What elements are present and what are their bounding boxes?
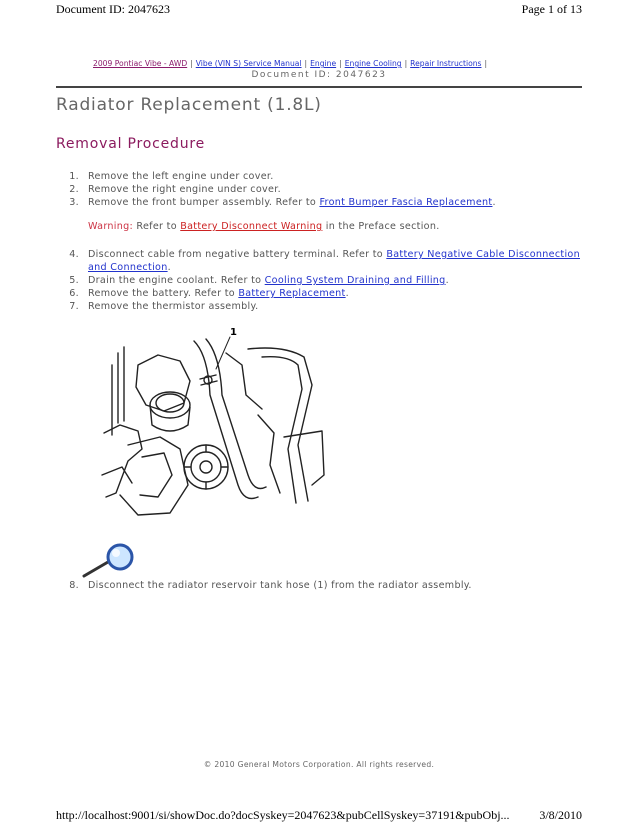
step-list-bottom	[64, 579, 584, 592]
breadcrumb	[93, 59, 490, 68]
engine-diagram	[98, 325, 330, 520]
step-item: 6. Remove the battery. Refer to Battery Replacement.	[69, 288, 349, 299]
breadcrumb-separator: |	[484, 59, 488, 68]
warning-label: Warning:	[88, 221, 134, 232]
step-item: 4. Disconnect cable from negative battery terminal. Refer to Battery Negative Cable Disconnection and Connection.	[69, 249, 580, 273]
link-front-bumper-fascia-replacement[interactable]: Front Bumper Fascia Replacement	[319, 197, 493, 208]
document-id: Document ID: 2047623	[251, 70, 387, 80]
link-battery-replacement[interactable]: Battery Replacement	[238, 288, 346, 299]
breadcrumb-link-manual[interactable]: Vibe (VIN S) Service Manual	[195, 59, 302, 68]
step-item: 5. Drain the engine coolant. Refer to Cooling System Draining and Filling.	[69, 275, 449, 286]
step-item: 3. Remove the front bumper assembly. Refer to Front Bumper Fascia Replacement.	[69, 197, 496, 208]
breadcrumb-separator: |	[404, 59, 408, 68]
step-item: 8. Disconnect the radiator reservoir tank hose (1) from the radiator assembly.	[69, 580, 472, 591]
footer-url: http://localhost:9001/si/showDoc.do?docSyskey=2047623&pubCellSyskey=37191&pubObj...	[56, 808, 510, 822]
breadcrumb-separator: |	[339, 59, 342, 68]
step-item: 1. Remove the left engine under cover.	[69, 171, 274, 182]
warning-note: Warning: Refer to Battery Disconnect Warning in the Preface section.	[88, 221, 440, 232]
step-item: 7. Remove the thermistor assembly.	[69, 301, 259, 312]
copyright: © 2010 General Motors Corporation. All rights reserved.	[203, 760, 435, 769]
breadcrumb-separator: |	[304, 59, 308, 68]
step-list-top	[64, 170, 584, 209]
breadcrumb-link-vehicle[interactable]: 2009 Pontiac Vibe - AWD	[93, 59, 188, 68]
link-cooling-system-draining[interactable]: Cooling System Draining and Filling	[264, 275, 446, 286]
magnifier-icon[interactable]	[80, 543, 136, 579]
page-title: Radiator Replacement (1.8L)	[56, 95, 322, 115]
breadcrumb-link-repair-instructions[interactable]: Repair Instructions	[410, 59, 482, 68]
breadcrumb-link-engine-cooling[interactable]: Engine Cooling	[344, 59, 402, 68]
step-list-middle	[64, 248, 584, 313]
breadcrumb-link-engine[interactable]: Engine	[310, 59, 337, 68]
link-battery-disconnect-warning[interactable]: Battery Disconnect Warning	[180, 221, 323, 232]
title-divider	[56, 86, 582, 88]
step-item: 2. Remove the right engine under cover.	[69, 184, 281, 195]
link-battery-negative-cable[interactable]: Battery Negative Cable Disconnection and Connection	[88, 249, 580, 273]
header-page-number: Page 1 of 13	[521, 2, 582, 16]
footer-date: 3/8/2010	[539, 808, 582, 822]
section-heading: Removal Procedure	[56, 136, 206, 152]
header-doc-id: Document ID: 2047623	[56, 2, 170, 16]
breadcrumb-separator: |	[190, 59, 193, 68]
figure-callout-1: 1	[230, 327, 237, 338]
